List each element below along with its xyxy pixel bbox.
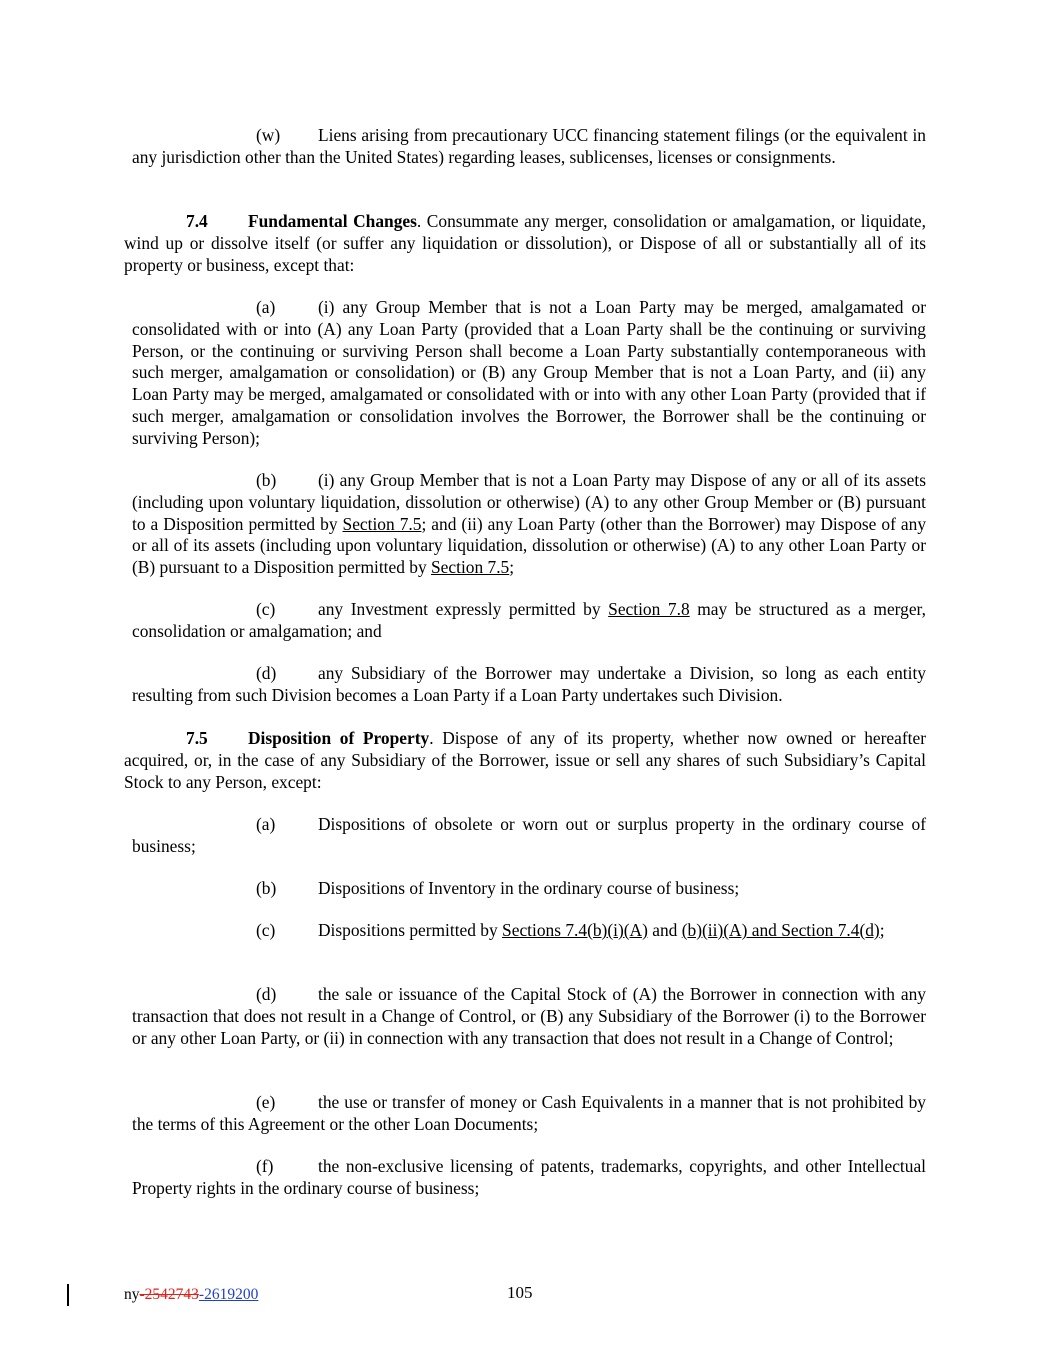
clause-label: (d) xyxy=(256,984,277,1004)
clause-7-4-d xyxy=(132,663,926,707)
section-text: . Consummate any merger, consolidation or amalgamation, or liquidate, wind up or dissolve itself (or suffer any liquidation or dissolution), or Dispose of all or substantially all of its property or business, except that: xyxy=(124,211,926,275)
clause-text: ; and (ii) any Loan Party (other than the Borrower) may Dispose of any or all of its assets (including upon voluntary liquidation, dissolution or otherwise) (A) to any other Loan Party or (B) pursuant to a Disposition permitted by xyxy=(132,513,927,578)
clause-7-4-a xyxy=(132,297,926,450)
section-title: Fundamental Changes xyxy=(248,211,417,231)
clause-text: and xyxy=(647,920,682,940)
clause-7-5-c xyxy=(132,920,926,942)
clause-text: any Subsidiary of the Borrower may undertake a Division, so long as each entity resulting from such Division becomes a Loan Party if a Loan Party undertakes such Division. xyxy=(132,663,926,705)
section-reference-link[interactable]: Sections 7.4(b)(i)(A) xyxy=(502,920,648,940)
clause-7-5-d xyxy=(132,984,926,1049)
clause-label: (b) xyxy=(256,878,277,898)
section-reference-link[interactable]: Section 7.5 xyxy=(342,513,422,534)
clause-label: (d) xyxy=(256,663,277,683)
clause-text: ; xyxy=(879,920,885,940)
clause-text: Dispositions of Inventory in the ordinary course of business; xyxy=(318,878,740,898)
section-title: Disposition of Property xyxy=(248,728,430,748)
section-reference-link[interactable]: Section 7.5 xyxy=(431,557,510,578)
clause-text: Dispositions of obsolete or worn out or surplus property in the ordinary course of business; xyxy=(132,814,926,856)
section-7-5 xyxy=(124,728,926,793)
clause-text: (i) any Group Member that is not a Loan Party may be merged, amalgamated or consolidated with or into (A) any Loan Party (provided that a Loan Party shall be the continuing or surviving Person, or the continuing or surviving Person shall become a Loan Party substantially contemporaneous with such merger, amalgamation or consolidation) or (B) any Group Member that is not a Loan Party, and (ii) any Loan Party may be merged, amalgamated or consolidated with or into with any other Loan Party (provided that if such merger, amalgamation or consolidation involves the Borrower, the Borrower shall be the continuing or surviving Person); xyxy=(132,297,926,448)
clause-text: the sale or issuance of the Capital Stock of (A) the Borrower in connection with any transaction that does not result in a Change of Control, or (B) any Subsidiary of the Borrower (i) to the Borrower or any other Loan Party, or (ii) in connection with any transaction that does not result in a Change of Control; xyxy=(132,984,926,1048)
clause-7-5-e xyxy=(132,1092,926,1136)
clause-text: may be structured as a merger, consolidation or amalgamation; and xyxy=(132,599,927,641)
clause-text: (i) any Group Member that is not a Loan Party may Dispose of any or all of its assets (including upon voluntary liquidation, dissolution or otherwise) (A) to any other Group Member or (B) pursuant to a Disposition permitted by xyxy=(132,470,926,534)
section-number: 7.5 xyxy=(186,728,208,748)
document-id-deleted: -2542743 xyxy=(139,1286,199,1303)
document-id-inserted: -2619200 xyxy=(198,1286,259,1303)
clause-7-4-b xyxy=(132,470,926,579)
clause-label: (f) xyxy=(256,1156,274,1176)
clause-text: Liens arising from precautionary UCC financing statement filings (or the equivalent in any jurisdiction other than the United States) regarding leases, sublicenses, licenses or consignments. xyxy=(132,125,926,167)
document-id xyxy=(124,1286,258,1304)
clause-text: the non-exclusive licensing of patents, trademarks, copyrights, and other Intellectual Property rights in the ordinary course of business; xyxy=(132,1156,926,1198)
section-text: . Dispose of any of its property, whether now owned or hereafter acquired, or, in the case of any Subsidiary of the Borrower, issue or sell any shares of such Subsidiary’s Capital Stock to any Person, except: xyxy=(124,728,926,792)
clause-label: (c) xyxy=(256,920,276,940)
clause-7-5-f xyxy=(132,1156,926,1200)
clause-text: the use or transfer of money or Cash Equivalents in a manner that is not prohibited by the terms of this Agreement or the other Loan Documents; xyxy=(132,1092,926,1134)
section-7-4 xyxy=(124,211,926,276)
clause-label: (e) xyxy=(256,1092,276,1112)
document-id-prefix: ny xyxy=(124,1286,140,1303)
section-reference-link[interactable]: Section 7.8 xyxy=(608,599,690,619)
clause-text: ; xyxy=(509,557,515,578)
clause-7-5-a xyxy=(132,814,926,858)
page-number: 105 xyxy=(507,1283,533,1302)
clause-7-5-b xyxy=(132,878,926,900)
change-bar xyxy=(67,1284,69,1306)
clause-text: Dispositions permitted by xyxy=(318,920,503,940)
clause-label: (a) xyxy=(256,297,276,317)
clause-label: (w) xyxy=(256,125,281,145)
clause-label: (c) xyxy=(256,599,276,619)
clause-text: any Investment expressly permitted by xyxy=(318,599,609,619)
clause-label: (b) xyxy=(256,470,277,490)
section-reference-link[interactable]: (b)(ii)(A) and Section 7.4(d) xyxy=(681,920,880,940)
clause-7-3-w xyxy=(132,125,926,169)
clause-7-4-c xyxy=(132,599,926,643)
clause-label: (a) xyxy=(256,814,276,834)
section-number: 7.4 xyxy=(186,211,208,231)
